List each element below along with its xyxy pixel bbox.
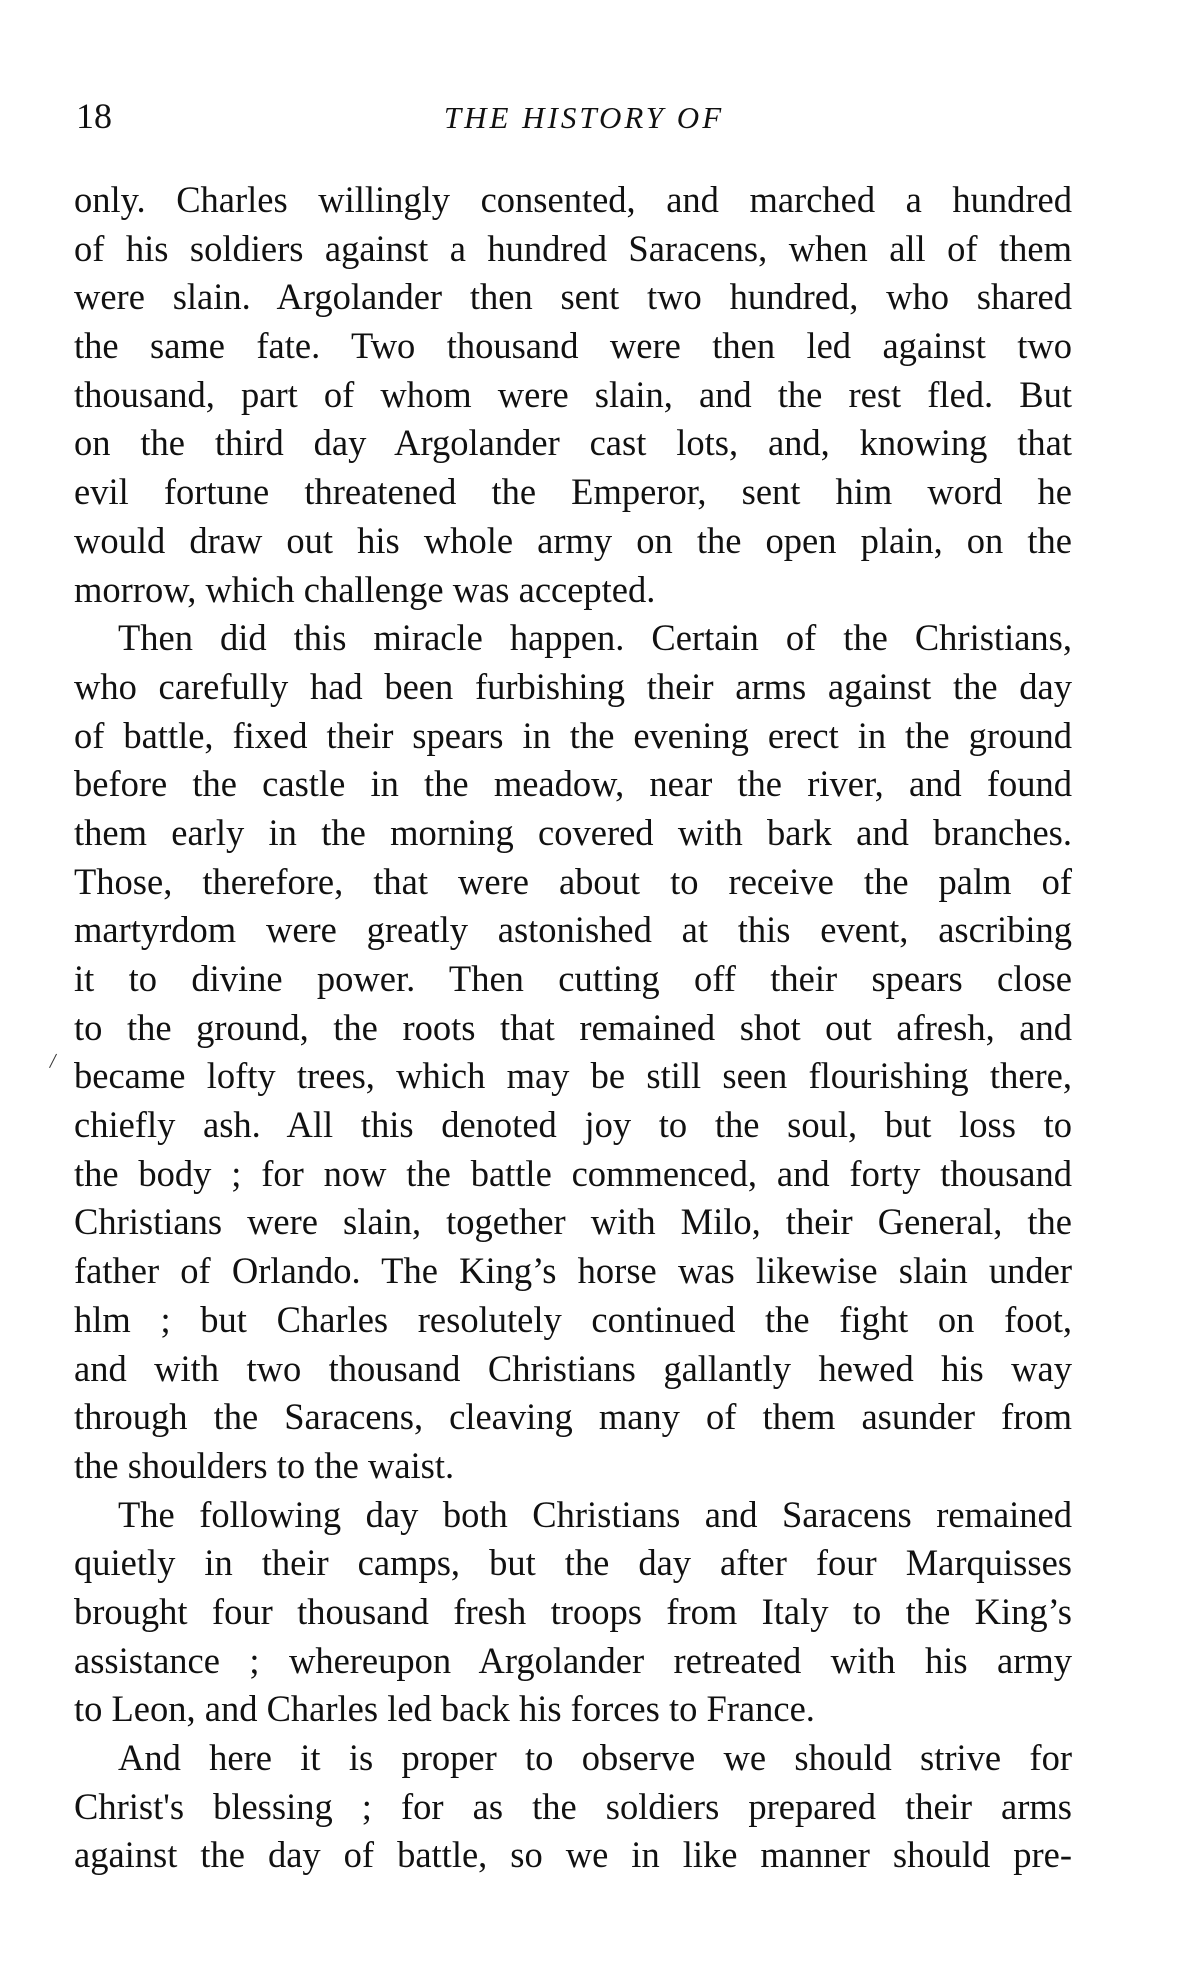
text-line: to the ground, the roots that remained shot out afresh, and: [74, 1006, 1072, 1048]
text-line: them early in the morning covered with bark and branches.: [74, 811, 1072, 853]
text-line: evil fortune threatened the Emperor, sent him word he: [74, 471, 1072, 513]
text-line: martyrdom were greatly astonished at this event, ascribing: [74, 909, 1072, 951]
text-line: And here it is proper to observe we should strive for: [118, 1737, 1072, 1778]
paragraph: [74, 1734, 1072, 1880]
text-line: to Leon, and Charles led back his forces to France.: [74, 1688, 815, 1730]
text-line: assistance ; whereupon Argolander retreated with his army: [74, 1639, 1072, 1681]
text-line: were slain. Argolander then sent two hundred, who shared: [74, 276, 1072, 318]
text-line: the shoulders to the waist.: [74, 1444, 455, 1486]
text-line: the body ; for now the battle commenced, and forty thousand: [74, 1152, 1072, 1194]
text-line: only. Charles willingly consented, and marched a hundred: [74, 179, 1072, 220]
text-line: quietly in their camps, but the day after four Marquisses: [74, 1542, 1072, 1584]
text-line: Those, therefore, that were about to receive the palm of: [74, 860, 1072, 902]
text-line: chiefly ash. All this denoted joy to the soul, but loss to: [74, 1104, 1072, 1146]
text-line: of battle, fixed their spears in the evening erect in the ground: [74, 714, 1072, 756]
page-number: 18: [76, 96, 112, 136]
text-line: and with two thousand Christians gallantly hewed his way: [74, 1347, 1072, 1389]
text-line: on the third day Argolander cast lots, and, knowing that: [74, 422, 1072, 464]
text-line: against the day of battle, so we in like manner should pre-: [74, 1834, 1072, 1876]
paragraph: [74, 176, 1072, 614]
text-line: morrow, which challenge was accepted.: [74, 568, 656, 610]
text-line: the same fate. Two thousand were then led against two: [74, 325, 1072, 367]
text-line: Christians were slain, together with Milo, their General, the: [74, 1201, 1072, 1243]
text-line: it to divine power. Then cutting off their spears close: [74, 958, 1072, 999]
paragraph: [74, 614, 1072, 1490]
text-line: before the castle in the meadow, near the river, and found: [74, 763, 1072, 805]
running-head: THE HISTORY OF: [443, 100, 725, 135]
text-line: Christ's blessing ; for as the soldiers prepared their arms: [74, 1785, 1072, 1827]
text-line: hlm ; but Charles resolutely continued the fight on foot,: [74, 1298, 1072, 1340]
text-line: of his soldiers against a hundred Saracens, when all of them: [74, 227, 1072, 269]
body-text: [74, 176, 1072, 1880]
text-line: brought four thousand fresh troops from Italy to the King’s: [74, 1590, 1072, 1632]
margin-mark: /: [48, 1047, 58, 1074]
text-line: who carefully had been furbishing their arms against the day: [74, 665, 1072, 707]
text-line: father of Orlando. The King’s horse was likewise slain under: [74, 1250, 1072, 1292]
text-line: Then did this miracle happen. Certain of the Christians,: [118, 617, 1072, 659]
paragraph: [74, 1491, 1072, 1734]
text-line: would draw out his whole army on the open plain, on the: [74, 519, 1072, 561]
text-line: The following day both Christians and Saracens remained: [118, 1493, 1072, 1535]
text-line: through the Saracens, cleaving many of them asunder from: [74, 1396, 1072, 1438]
text-line: became lofty trees, which may be still seen flourishing there,: [74, 1055, 1072, 1097]
text-line: thousand, part of whom were slain, and the rest fled. But: [74, 373, 1072, 415]
